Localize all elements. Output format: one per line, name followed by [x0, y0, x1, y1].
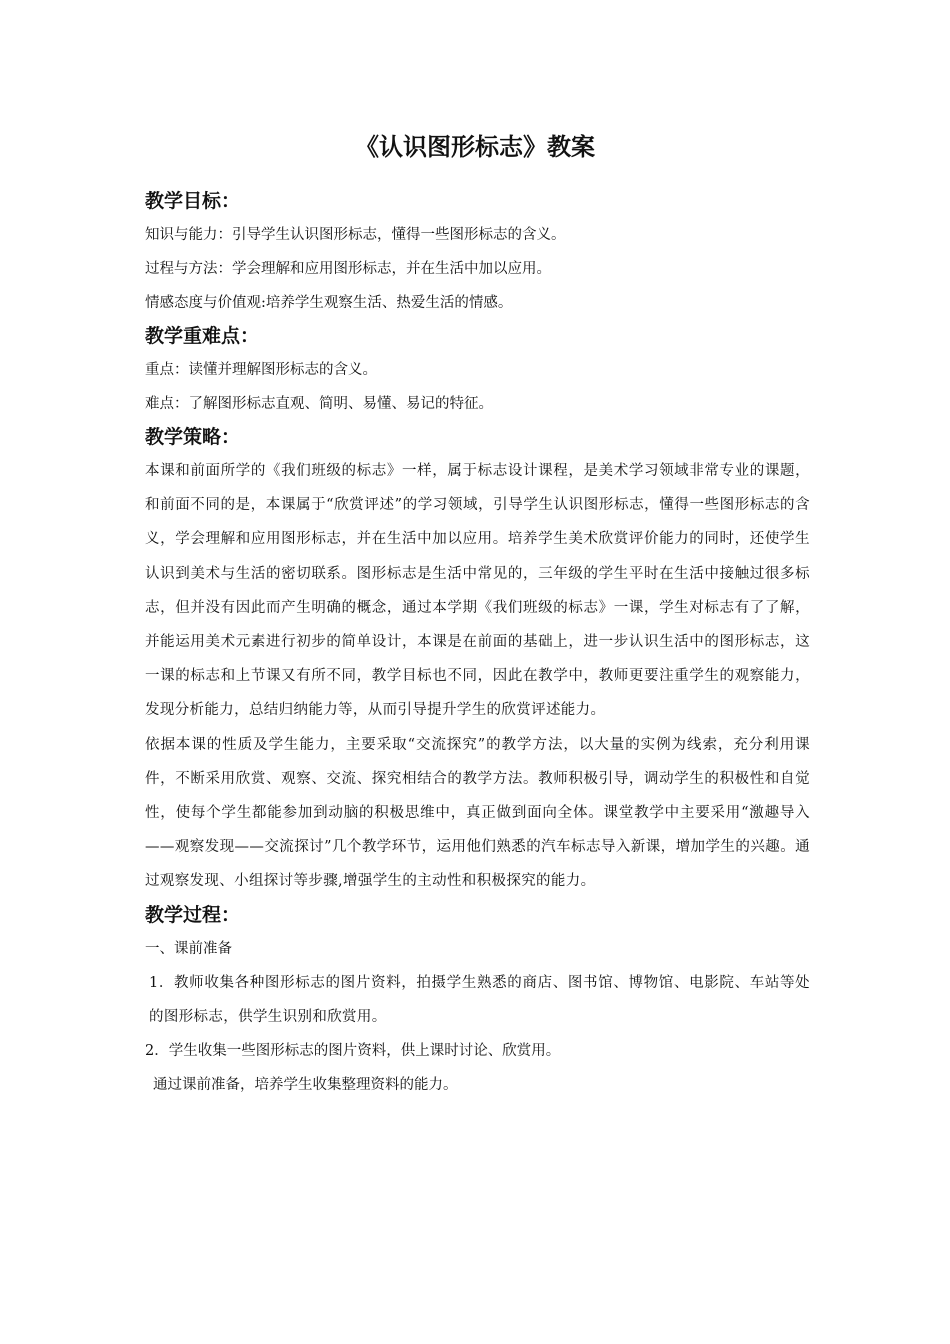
strategy-paragraph: 依据本课的性质及学生能力，主要采取“交流探究”的教学方法，以大量的实例为线索，充分利用课件，不断采用欣赏、观察、交流、探究相结合的教学方法。教师积极引导，调动学生的积极性和自觉性，使每个学生都能参加到动脑的积极思维中，真正做到面向全体。课堂教学中主要采用“激趣导入——观察发现——交流探讨”几个教学环节，运用他们熟悉的汽车标志导入新课，增加学生的兴趣。通过观察发现、小组探讨等步骤,增强学生的主动性和积极探究的能力。 [145, 736, 810, 890]
strategy-section [145, 421, 810, 899]
process-heading: 教学过程： [145, 903, 241, 926]
objectives-heading: 教学目标： [145, 190, 241, 212]
process-section [145, 899, 810, 1102]
objectives-section [145, 185, 810, 320]
key-point-difficulty: 难点：了解图形标志直观、简明、易懂、易记的特征。 [145, 396, 493, 412]
objective-process: 过程与方法：学会理解和应用图形标志，并在生活中加以应用。 [145, 261, 551, 277]
process-note: 通过课前准备，培养学生收集整理资料的能力。 [153, 1077, 458, 1094]
key-point-focus: 重点：读懂并理解图形标志的含义。 [145, 362, 377, 378]
objective-knowledge: 知识与能力：引导学生认识图形标志，懂得一些图形标志的含义。 [145, 227, 566, 243]
process-step-title: 一、课前准备 [145, 940, 232, 957]
key-points-section [145, 320, 810, 421]
key-points-heading: 教学重难点： [145, 325, 260, 347]
document-title: 《认识图形标志》教案 [355, 133, 595, 161]
strategy-paragraph: 本课和前面所学的《我们班级的标志》一样，属于标志设计课程，是美术学习领域非常专业的课题，和前面不同的是，本课属于“欣赏评述”的学习领域，引导学生认识图形标志，懂得一些图形标志的含义，学会理解和应用图形标志，并在生活中加以应用。培养学生美术欣赏评价能力的同时，还使学生认识到美术与生活的密切联系。图形标志是生活中常见的，三年级的学生平时在生活中接触过很多标志，但并没有因此而产生明确的概念，通过本学期《我们班级的标志》一课，学生对标志有了了解，并能运用美术元素进行初步的简单设计，本课是在前面的基础上，进一步认识生活中的图形标志，这一课的标志和上节课又有所不同，教学目标也不同，因此在教学中，教师更要注重学生的观察能力，发现分析能力，总结归纳能力等，从而引导提升学生的欣赏评述能力。 [145, 463, 810, 719]
process-item-student: 2．学生收集一些图形标志的图片资料，供上课时讨论、欣赏用。 [145, 1043, 561, 1060]
strategy-heading: 教学策略： [145, 426, 241, 448]
process-item-teacher: 1．教师收集各种图形标志的图片资料，拍摄学生熟悉的商店、图书馆、博物馆、电影院、车站等处的图形标志，供学生识别和欣赏用。 [149, 974, 810, 1025]
objective-attitude: 情感态度与价值观:培养学生观察生活、热爱生活的情感。 [145, 295, 513, 311]
document-body [145, 185, 810, 1102]
